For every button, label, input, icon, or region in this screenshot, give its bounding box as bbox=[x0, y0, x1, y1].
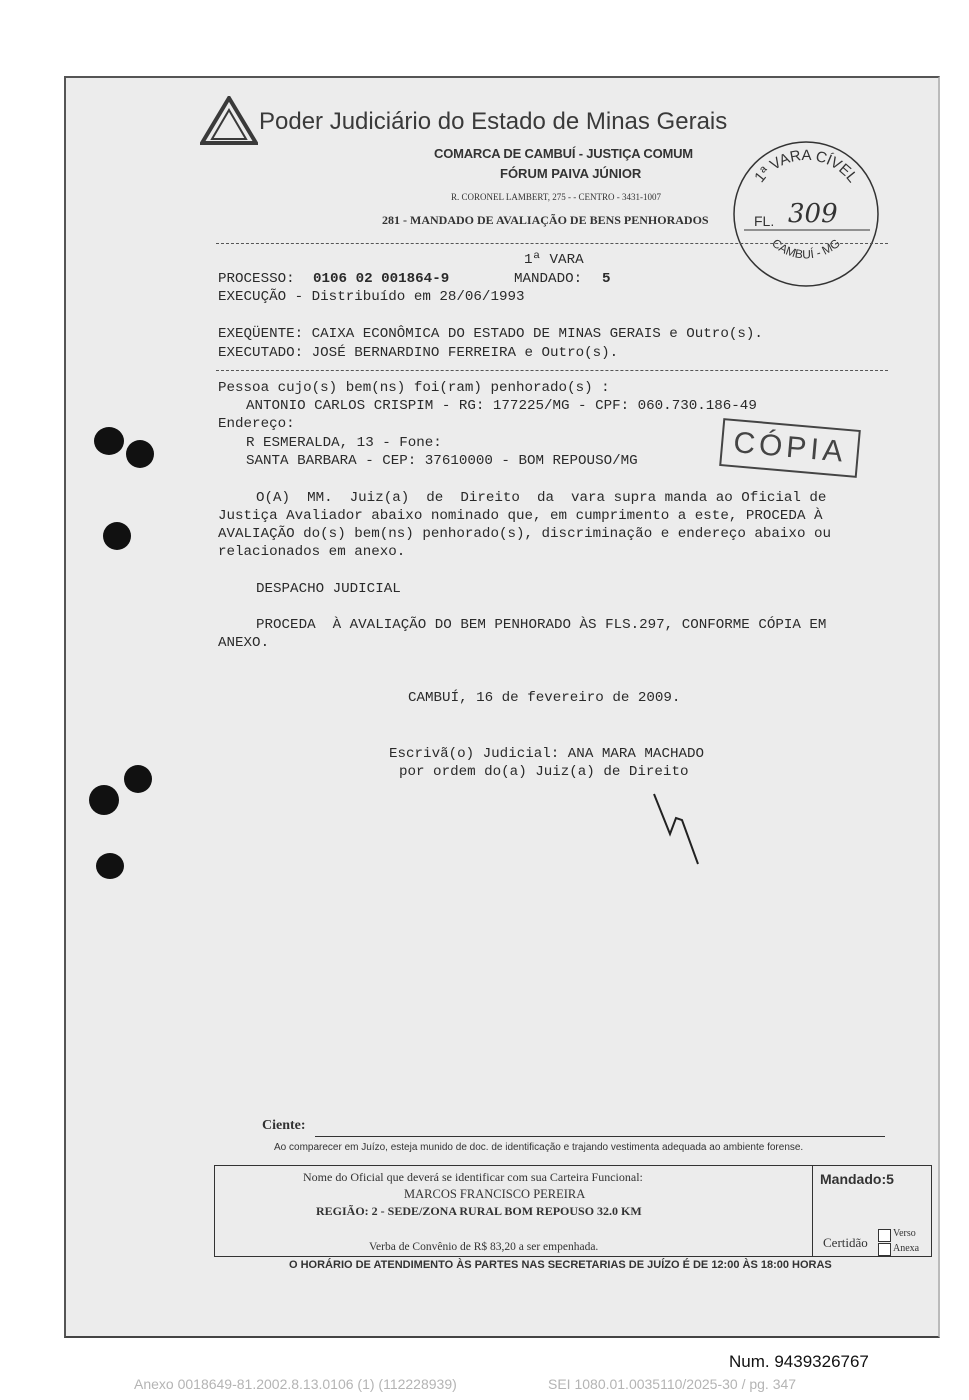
person-name-line: ANTONIO CARLOS CRISPIM - RG: 177225/MG - CPF: 060.730.186-49 bbox=[246, 398, 757, 414]
por-ordem-line: por ordem do(a) Juiz(a) de Direito bbox=[399, 764, 689, 780]
stamp-folio-label: FL. bbox=[754, 213, 775, 229]
verso-checkbox[interactable] bbox=[878, 1229, 891, 1242]
certidao-label: Certidão bbox=[823, 1235, 868, 1250]
body-line-2: Justiça Avaliador abaixo nominado que, em cumprimento a este, PROCEDA À bbox=[218, 508, 823, 524]
comarca-line: COMARCA DE CAMBUÍ - JUSTIÇA COMUM bbox=[434, 146, 693, 161]
num-label: Num. 9439326767 bbox=[729, 1352, 869, 1371]
svg-text:CAMBUÍ - MG bbox=[769, 236, 843, 262]
verso-label: Verso bbox=[893, 1228, 916, 1239]
escriva-line: Escrivã(o) Judicial: ANA MARA MACHADO bbox=[389, 746, 705, 762]
oficial-name: MARCOS FRANCISCO PEREIRA bbox=[404, 1187, 586, 1201]
body-line-4: relacionados em anexo. bbox=[218, 544, 406, 560]
despacho-line-1: PROCEDA À AVALIAÇÃO DO BEM PENHORADO ÀS FLS.297, CONFORME CÓPIA EM bbox=[256, 617, 827, 633]
date-line: CAMBUÍ, 16 de fevereiro de 2009. bbox=[408, 690, 681, 706]
processo-number: 0106 02 001864-9 bbox=[313, 271, 450, 287]
org-title: Poder Judiciário do Estado de Minas Gerais bbox=[259, 108, 728, 135]
vara-label: 1ª VARA bbox=[524, 252, 584, 268]
stamp-folio-number: 309 bbox=[788, 199, 838, 229]
mandado-number: 5 bbox=[602, 271, 611, 287]
person-city: SANTA BARBARA - CEP: 37610000 - BOM REPOUSO/MG bbox=[246, 453, 638, 469]
anexa-checkbox[interactable] bbox=[878, 1243, 891, 1256]
ciente-label: Ciente: bbox=[262, 1118, 306, 1133]
person-street: R ESMERALDA, 13 - Fone: bbox=[246, 435, 442, 451]
body-line-1: O(A) MM. Juiz(a) de Direito da vara supra manda ao Oficial de bbox=[256, 490, 827, 506]
processo-label: PROCESSO: bbox=[218, 271, 295, 287]
forum-line: FÓRUM PAIVA JÚNIOR bbox=[500, 166, 642, 181]
verba-line: Verba de Convênio de R$ 83,20 a ser empenhada. bbox=[369, 1241, 599, 1253]
body-line-3: AVALIAÇÃO do(s) bem(ns) penhorado(s), discriminação e endereço abaixo ou bbox=[218, 526, 831, 542]
copia-stamp: CÓPIA bbox=[719, 418, 861, 478]
vara-civel-stamp bbox=[730, 138, 882, 290]
exequente-line: EXEQÜENTE: CAIXA ECONÔMICA DO ESTADO DE MINAS GERAIS e Outro(s). bbox=[218, 326, 763, 342]
regiao-line: REGIÃO: 2 - SEDE/ZONA RURAL BOM REPOUSO 32.0 KM bbox=[316, 1204, 642, 1218]
forensic-notice: Ao comparecer em Juízo, esteja munido de doc. de identificação e trajando vestimenta adequada ao ambiente forense. bbox=[274, 1142, 804, 1153]
court-logo-icon bbox=[200, 96, 258, 146]
separator-2 bbox=[216, 370, 888, 371]
separator-1 bbox=[216, 243, 888, 244]
address-label: Endereço: bbox=[218, 416, 295, 432]
anexo-footer: Anexo 0018649-81.2002.8.13.0106 (1) (112228939) bbox=[134, 1376, 457, 1392]
document-title: 281 - MANDADO DE AVALIAÇÃO DE BENS PENHORADOS bbox=[382, 213, 709, 227]
address-line: R. CORONEL LAMBERT, 275 - - CENTRO - 3431-1007 bbox=[451, 192, 661, 202]
punch-hole-6 bbox=[96, 853, 124, 879]
mandado-box-label: Mandado:5 bbox=[820, 1171, 894, 1187]
execucao-line: EXECUÇÃO - Distribuído em 28/06/1993 bbox=[218, 289, 525, 305]
stamp-bottom-text: CAMBUÍ - MG bbox=[769, 235, 843, 262]
despacho-title: DESPACHO JUDICIAL bbox=[256, 581, 401, 597]
mandado-label: MANDADO: bbox=[514, 271, 583, 287]
sei-footer: SEI 1080.01.0035110/2025-30 / pg. 347 bbox=[548, 1376, 797, 1392]
executado-line: EXECUTADO: JOSÉ BERNARDINO FERREIRA e Outro(s). bbox=[218, 345, 619, 361]
punch-hole-2 bbox=[126, 440, 154, 468]
despacho-line-2: ANEXO. bbox=[218, 635, 270, 651]
punch-hole-3 bbox=[103, 522, 131, 550]
ciente-signature-line bbox=[315, 1136, 885, 1137]
signature-icon bbox=[648, 790, 708, 868]
punch-hole-4 bbox=[124, 765, 152, 793]
horario-line: O HORÁRIO DE ATENDIMENTO ÀS PARTES NAS SECRETARIAS DE JUÍZO É DE 12:00 ÀS 18:00 HORAS bbox=[289, 1259, 832, 1271]
person-intro: Pessoa cujo(s) bem(ns) foi(ram) penhorado(s) : bbox=[218, 380, 610, 396]
anexa-label: Anexa bbox=[893, 1243, 920, 1254]
punch-hole-1 bbox=[94, 427, 124, 455]
stamp-top-text: 1ª VARA CÍVEL bbox=[751, 146, 861, 186]
oficial-label: Nome do Oficial que deverá se identificar com sua Carteira Funcional: bbox=[303, 1170, 643, 1184]
punch-hole-5 bbox=[89, 785, 119, 815]
